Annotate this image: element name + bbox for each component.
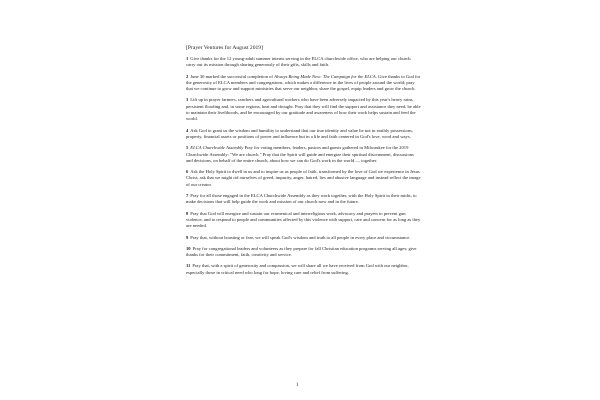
prayer-text: Pray that, without boasting or fear, we will speak God's wisdom and truth to all people in every place and circumstance. [190, 234, 411, 240]
prayer-item [186, 263, 421, 276]
prayer-text-italic: Always Being Made New: The Campaign for the ELCA [274, 73, 376, 79]
document-title: [Prayer Ventures for August 2019] [186, 45, 263, 51]
prayer-text-italic: ELCA Churchwide Assembly [190, 145, 244, 151]
prayer-number: 10 [186, 245, 191, 251]
prayer-text-after: Pray for voting members, leaders, pastors and guests gathered in Milwaukee for the 2019 Churchwide Assembly: "We are church." Pray that the Spirit will guide and energize their spiritual discernment, discussions and decisions, on behalf of the entire church, about how we can do God's work in the world — together. [186, 145, 414, 163]
prayer-number: 3 [186, 97, 189, 103]
prayer-item [186, 145, 421, 164]
prayer-text-after: . Give thanks to God for the generosity of ELCA members and congregations, which makes a difference in the lives of people around the world; pray that we continue to grow and support ministries that serve our neighbor, share the gospel, equip leaders and grow the church. [186, 73, 421, 92]
prayer-text: Pray for congregational leaders and volunteers as they prepare for fall Christian education programs serving all ages; give thanks for their commitment, faith, creativity and service. [186, 245, 417, 258]
prayer-text: Ask God to grant us the wisdom and humility to understand that our true identity and value lie not in earthly possessions, property, financial assets or positions of power and influence but in a life and faith centered in God's love, word and ways. [186, 127, 414, 139]
prayer-list [186, 56, 421, 281]
prayer-item [186, 74, 421, 93]
prayer-item [186, 193, 421, 206]
prayer-text: Pray that, with a spirit of generosity and compassion, we will share all we have received from God with our neighbor, especially those in critical need who long for hope, loving care and relief from suffering. [186, 263, 409, 275]
prayer-number: 1 [186, 56, 189, 61]
prayer-item [186, 128, 421, 141]
prayer-number: 2 [186, 73, 189, 79]
prayer-item [186, 97, 421, 122]
prayer-text: Give thanks for the 12 young-adult summer interns serving in the ELCA churchwide office, who are helping our church carry out its mission through sharing generously of their gifts, skills and faith. [186, 56, 411, 68]
prayer-item [186, 235, 421, 241]
prayer-number: 5 [186, 145, 189, 151]
prayer-item [186, 169, 421, 188]
prayer-item [186, 56, 421, 69]
prayer-text: Pray for all those engaged in the ELCA Churchwide Assembly as they work together, with the Holy Spirit in their midst, to make decisions that will help guide the work and mission of our church now and in the future. [186, 193, 417, 205]
prayer-item [186, 211, 421, 230]
prayer-number: 7 [186, 193, 189, 199]
prayer-item [186, 246, 421, 259]
prayer-number: 9 [186, 234, 189, 240]
prayer-text: Lift up in prayer farmers, ranchers and agricultural workers who have been adversely impacted by this year's heavy rains, persistent flooding and, in some regions, heat and drought. Pray that they will find the support and assistance they need, be able to maintain their livelihoods, and be encouraged by our gratitude and awareness of how their work helps sustain and feed the world. [186, 97, 421, 122]
prayer-text: Ask the Holy Spirit to dwell in us and to inspire us as people of faith, transformed by the love of God we experience in Jesus Christ; ask that we might rid ourselves of greed, impurity, anger, hatred, lies and abusive language and instead reflect the image of our creator. [186, 169, 421, 187]
prayer-number: 11 [186, 263, 191, 269]
prayer-number: 8 [186, 210, 189, 216]
prayer-number: 4 [186, 127, 189, 133]
prayer-text: Pray that God will energize and sustain our ecumenical and interreligious work, advocacy and prayers to prevent gun violence, and to respond to people and communities affected by this violence with support, care and concern for as long as they are needed. [186, 210, 421, 229]
prayer-text: June 30 marked the successful completion of [190, 73, 275, 79]
page-number: 1 [296, 383, 299, 388]
prayer-number: 6 [186, 169, 189, 175]
